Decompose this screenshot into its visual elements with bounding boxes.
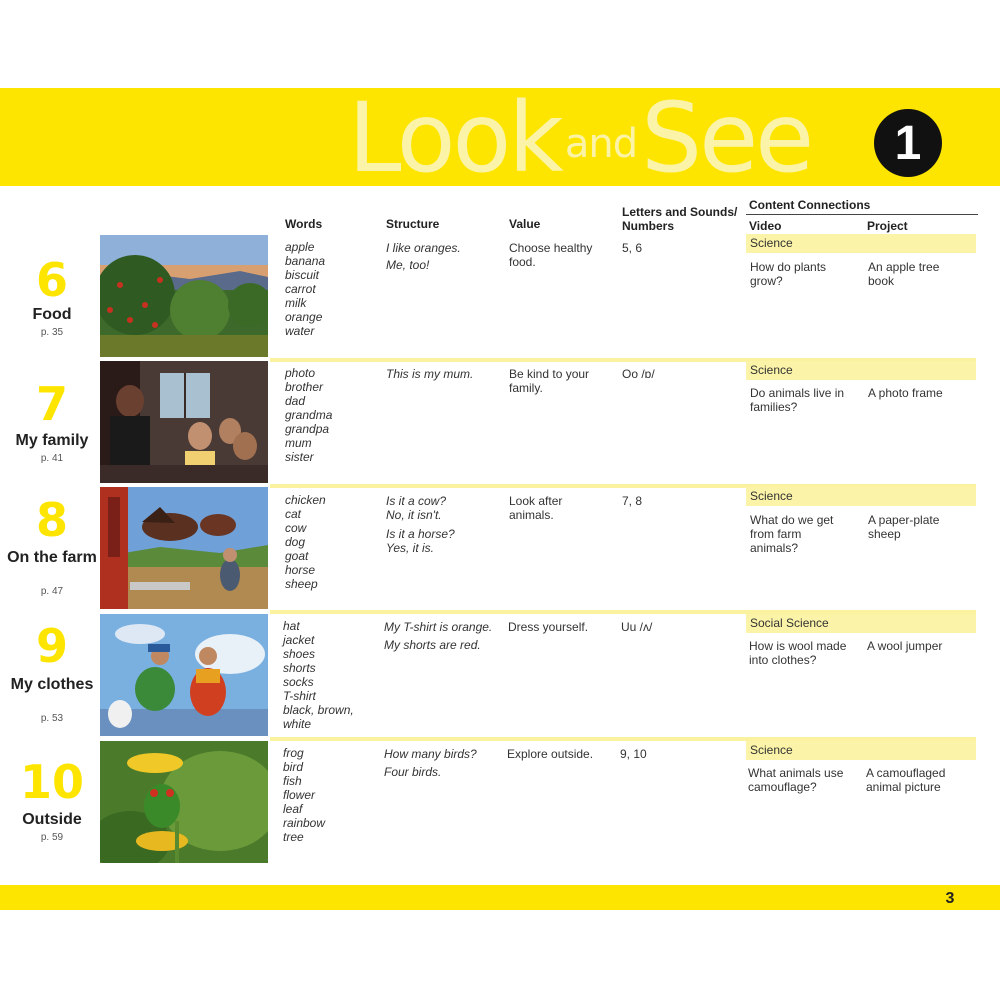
- word-list: [285, 366, 332, 464]
- letters-numbers-text: Uu /ʌ/: [621, 620, 653, 634]
- word: chicken: [285, 493, 326, 507]
- word: cat: [285, 507, 302, 521]
- word: shorts: [283, 661, 316, 675]
- footer-bar: [0, 885, 1000, 910]
- word-list: [283, 746, 325, 844]
- structure-line: Four birds.: [384, 765, 442, 779]
- title-see: See: [641, 82, 812, 194]
- unit-page: p. 59: [40, 832, 64, 843]
- letters-numbers-text: Oo /ɒ/: [622, 367, 655, 381]
- word: banana: [285, 254, 326, 268]
- structure-text: [386, 494, 504, 555]
- word: water: [285, 324, 315, 338]
- video-text: What animals use camouflage?: [748, 766, 844, 794]
- letters-numbers-text: 7, 8: [622, 494, 643, 508]
- word: milk: [285, 296, 307, 310]
- unit-title: My family: [15, 432, 89, 449]
- word: apple: [285, 240, 315, 254]
- structure-line: This is my mum.: [386, 367, 474, 381]
- unit-number: 9: [35, 619, 68, 673]
- word: T-shirt: [283, 689, 316, 703]
- word: carrot: [285, 282, 316, 296]
- structure-line: I like oranges.: [386, 241, 461, 255]
- structure-text: [386, 367, 504, 381]
- book-title: [348, 82, 812, 194]
- value-text: Dress yourself.: [508, 620, 589, 634]
- project-text: A paper-plate sheep: [868, 513, 940, 541]
- unit-title: Outside: [22, 811, 82, 828]
- word: goat: [285, 549, 309, 563]
- title-and: and: [564, 121, 638, 167]
- word: tree: [283, 830, 304, 844]
- word: sheep: [285, 577, 318, 591]
- unit-title: On the farm: [7, 549, 97, 566]
- farm-chickens-photo: [100, 487, 268, 609]
- word: shoes: [283, 647, 316, 661]
- word-list: [285, 240, 325, 338]
- title-look: Look: [348, 82, 561, 194]
- family-birthday-photo: [100, 361, 268, 483]
- video-text: What do we get from farm animals?: [750, 513, 834, 555]
- value-text: Look after animals.: [509, 494, 563, 522]
- header-content-connections: Content Connections: [749, 198, 871, 212]
- word: sister: [285, 450, 314, 464]
- project-text: A wool jumper: [867, 639, 943, 653]
- value-text: Explore outside.: [507, 747, 594, 761]
- page-number: 3: [945, 890, 955, 907]
- structure-line: No, it isn't.: [386, 508, 442, 522]
- word: horse: [285, 563, 316, 577]
- word: socks: [283, 675, 314, 689]
- video-text: How do plants grow?: [750, 260, 827, 288]
- word: photo: [285, 366, 316, 380]
- unit-title: Food: [32, 306, 72, 323]
- unit-number: 7: [35, 377, 68, 431]
- project-text: A camouflaged animal picture: [866, 766, 946, 794]
- subject-label: Science: [746, 741, 976, 760]
- word: rainbow: [283, 816, 326, 830]
- dancers-clothes-photo: [100, 614, 268, 736]
- structure-line: Is it a horse?: [386, 527, 455, 541]
- unit-number: 8: [35, 493, 68, 547]
- unit-page: p. 47: [40, 586, 64, 597]
- word: hat: [283, 619, 300, 633]
- word: cow: [285, 521, 307, 535]
- value-text: Choose healthy food.: [509, 241, 593, 269]
- structure-text: [384, 747, 502, 779]
- subject-label: Science: [746, 234, 976, 253]
- word-list: [285, 493, 326, 591]
- subject-label: Science: [746, 361, 976, 380]
- word-list: [283, 619, 354, 731]
- header-value: Value: [509, 217, 541, 231]
- header-structure: Structure: [386, 217, 440, 231]
- structure-line: How many birds?: [384, 747, 477, 761]
- header-words: Words: [285, 217, 323, 231]
- structure-line: Yes, it is.: [386, 541, 435, 555]
- subject-label: Science: [746, 487, 976, 506]
- header-project: Project: [867, 219, 908, 233]
- video-text: Do animals live in families?: [750, 386, 845, 414]
- frog-on-flower-photo: [100, 741, 268, 863]
- word: grandma: [285, 408, 333, 422]
- structure-text: [386, 241, 504, 272]
- word: dad: [285, 394, 306, 408]
- word: white: [283, 717, 312, 731]
- video-text: How is wool made into clothes?: [749, 639, 847, 667]
- apple-orchard-photo: [100, 235, 268, 357]
- unit-page: p. 41: [40, 453, 64, 464]
- unit-title: My clothes: [10, 676, 94, 693]
- unit-number: 6: [35, 253, 68, 307]
- header-letters: Letters and Sounds/: [622, 205, 738, 219]
- word: biscuit: [285, 268, 320, 282]
- structure-line: Me, too!: [386, 258, 430, 272]
- word: bird: [283, 760, 304, 774]
- word: frog: [283, 746, 304, 760]
- unit-page: p. 35: [40, 327, 64, 338]
- unit-page: p. 53: [40, 713, 64, 724]
- project-text: A photo frame: [868, 386, 943, 400]
- structure-line: Is it a cow?: [386, 494, 447, 508]
- value-text: Be kind to your family.: [509, 367, 590, 395]
- structure-line: My shorts are red.: [384, 638, 481, 652]
- subject-label: Social Science: [746, 614, 976, 633]
- structure-text: [384, 620, 504, 652]
- header-numbers: Numbers: [622, 219, 675, 233]
- level-badge: 1: [874, 109, 942, 177]
- word: black, brown,: [283, 703, 354, 717]
- word: orange: [285, 310, 323, 324]
- word: brother: [285, 380, 324, 394]
- header-video: Video: [749, 219, 782, 233]
- project-text: An apple tree book: [868, 260, 940, 288]
- word: flower: [283, 788, 316, 802]
- header-rule: [746, 214, 978, 215]
- word: leaf: [283, 802, 303, 816]
- word: grandpa: [285, 422, 330, 436]
- word: fish: [283, 774, 302, 788]
- word: mum: [285, 436, 312, 450]
- structure-line: My T-shirt is orange.: [384, 620, 493, 634]
- unit-number: 10: [19, 755, 84, 809]
- word: dog: [285, 535, 306, 549]
- letters-numbers-text: 9, 10: [620, 747, 647, 761]
- word: jacket: [283, 633, 315, 647]
- letters-numbers-text: 5, 6: [622, 241, 643, 255]
